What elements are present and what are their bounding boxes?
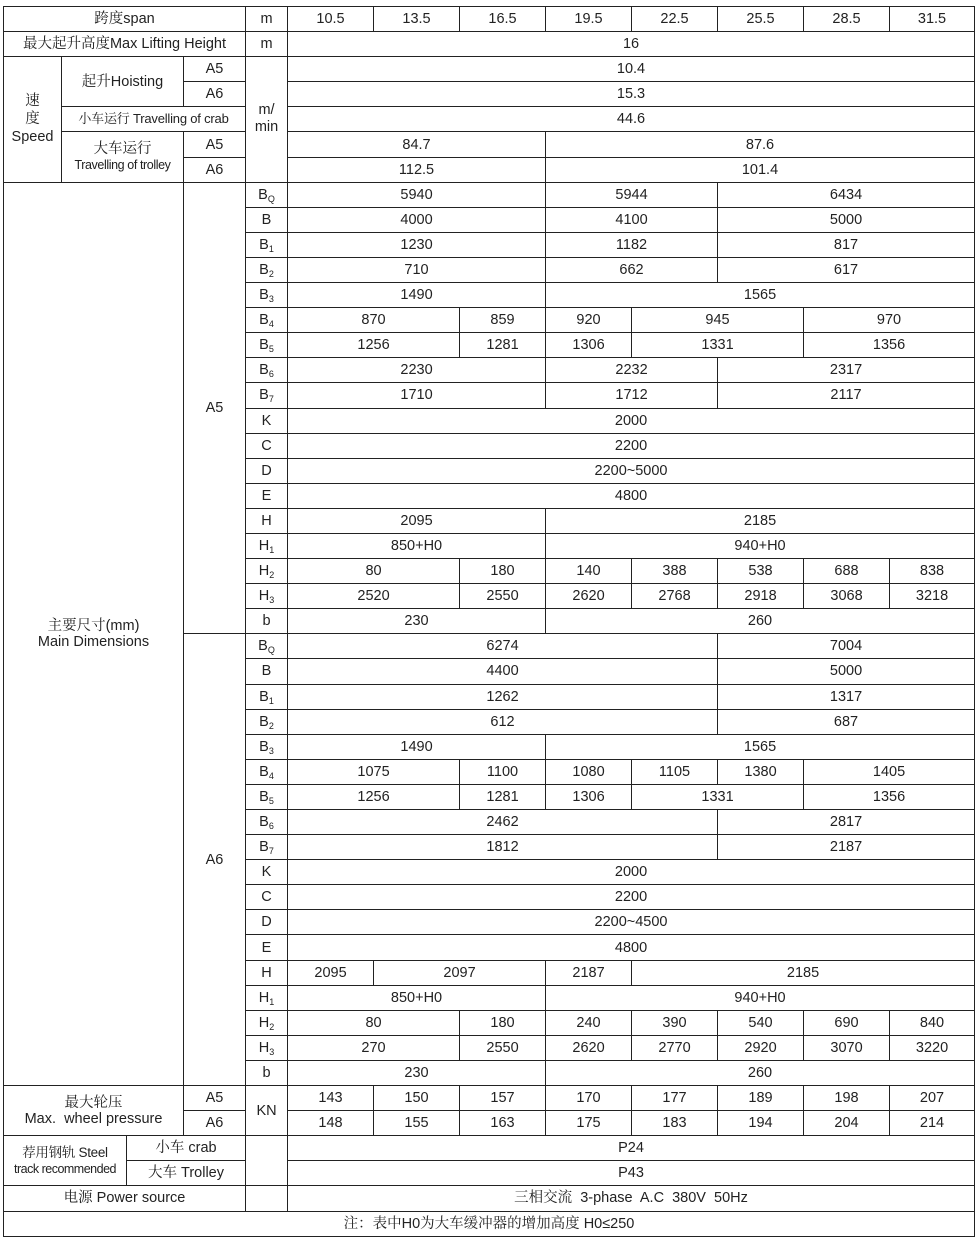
dim-value: 80: [288, 1010, 460, 1035]
dim-value: 4800: [288, 935, 975, 960]
dim-value: 2097: [374, 960, 546, 985]
dim-value: 662: [546, 257, 718, 282]
dim-symbol-base: B: [259, 788, 269, 805]
rail-crab-row: [4, 1136, 975, 1161]
wheel-pressure-label-en: Max. wheel pressure: [24, 1110, 163, 1127]
dim-value: 1230: [288, 232, 546, 257]
dim-symbol: [246, 985, 288, 1010]
dim-symbol-subscript: 3: [268, 745, 274, 756]
dim-value: 4800: [288, 483, 975, 508]
dim-symbol: [246, 257, 288, 282]
span-value: 10.5: [288, 7, 374, 32]
dim-value: 612: [288, 709, 718, 734]
dim-symbol: [246, 433, 288, 458]
dim-symbol-base: B: [258, 638, 268, 655]
dim-symbol-base: B: [258, 186, 268, 203]
dim-symbol: [246, 1060, 288, 1085]
rail-unit-blank: [246, 1136, 288, 1186]
speed-label: [4, 57, 62, 182]
dim-value: 3218: [890, 584, 975, 609]
span-value: 25.5: [718, 7, 804, 32]
speed-unit: m/ min: [246, 57, 288, 182]
trolley-travel-label-cn: 大车运行: [93, 141, 152, 158]
dim-value: 1281: [460, 333, 546, 358]
dim-symbol: [246, 232, 288, 257]
dim-value: 2317: [718, 358, 975, 383]
trolley-a6-value: 101.4: [546, 157, 975, 182]
dim-symbol: [246, 835, 288, 860]
dim-value: 1712: [546, 383, 718, 408]
dim-symbol-base: B: [259, 688, 269, 705]
dim-symbol-base: B: [259, 814, 269, 831]
dim-value: 5940: [288, 182, 546, 207]
crab-travel-label: 小车运行 Travelling of crab: [62, 107, 246, 132]
dim-value: 2770: [632, 1035, 718, 1060]
trolley-a6-value: 112.5: [288, 157, 546, 182]
dim-symbol: [246, 533, 288, 558]
dim-symbol: [246, 458, 288, 483]
dim-symbol: [246, 182, 288, 207]
dim-value: 850+H0: [288, 533, 546, 558]
dim-symbol-base: B: [259, 362, 269, 379]
dim-value: 180: [460, 559, 546, 584]
dim-value: 940+H0: [546, 985, 975, 1010]
dim-value: 1262: [288, 684, 718, 709]
dim-value: 817: [718, 232, 975, 257]
dim-value: 1356: [804, 784, 975, 809]
spec-table: [3, 6, 975, 1237]
dim-symbol-base: H: [258, 538, 270, 555]
dim-value: 617: [718, 257, 975, 282]
span-label: 跨度span: [4, 7, 246, 32]
dim-symbol-base: B: [259, 387, 269, 404]
rail-crab-label: 小车 crab: [127, 1136, 246, 1161]
work-class-label: A6: [184, 1111, 246, 1136]
dim-value: 1075: [288, 759, 460, 784]
dim-value: 5000: [718, 207, 975, 232]
dim-symbol-base: B: [259, 261, 269, 278]
rail-label-cn: 荐用钢轨 Steel: [22, 1144, 108, 1160]
dim-symbol-base: H: [258, 989, 270, 1006]
note-row: [4, 1211, 975, 1236]
dim-value: 2095: [288, 960, 374, 985]
span-value: 13.5: [374, 7, 460, 32]
work-class-label: A6: [184, 634, 246, 1086]
dim-value: 5000: [718, 659, 975, 684]
dim-symbol-subscript: 7: [268, 394, 274, 405]
dim-symbol: [246, 358, 288, 383]
dim-symbol-subscript: 2: [269, 570, 275, 581]
lift-height-value: 16: [288, 32, 975, 57]
power-unit-blank: [246, 1186, 288, 1211]
dim-symbol-base: H: [258, 1039, 270, 1056]
dim-symbol-base: H: [258, 588, 270, 605]
class-a6-label: A6: [184, 82, 246, 107]
dim-symbol-subscript: 1: [269, 996, 275, 1007]
dim-symbol: [246, 759, 288, 784]
dim-symbol-base: C: [261, 437, 272, 454]
dim-value: 2620: [546, 1035, 632, 1060]
rail-trolley-row: [4, 1161, 975, 1186]
dim-symbol-base: H: [261, 964, 272, 981]
dim-symbol-base: K: [261, 412, 272, 429]
wheel-pressure-row: [4, 1086, 975, 1111]
dim-symbol: [246, 408, 288, 433]
lift-height-label: 最大起升高度Max Lifting Height: [4, 32, 246, 57]
wheel-pressure-unit: KN: [246, 1086, 288, 1136]
dim-value: 2520: [288, 584, 460, 609]
power-source-label: 电源 Power source: [4, 1186, 246, 1211]
dim-symbol-base: H: [258, 563, 270, 580]
dim-value: 1490: [288, 734, 546, 759]
dim-value: 3068: [804, 584, 890, 609]
main-dimensions-label-en: Main Dimensions: [37, 633, 150, 650]
dim-value: 2462: [288, 810, 718, 835]
hoisting-label: 起升Hoisting: [62, 57, 184, 107]
dim-symbol-subscript: 6: [268, 369, 274, 380]
dim-value: 2000: [288, 408, 975, 433]
span-value: 28.5: [804, 7, 890, 32]
dim-value: 7004: [718, 634, 975, 659]
dim-symbol-subscript: Q: [267, 645, 275, 656]
dim-symbol-base: K: [261, 864, 272, 881]
dim-symbol: [246, 634, 288, 659]
dim-symbol-base: H: [258, 1014, 270, 1031]
dim-value: 2185: [546, 508, 975, 533]
dim-symbol: [246, 508, 288, 533]
dim-value: 1710: [288, 383, 546, 408]
dim-value: 1080: [546, 759, 632, 784]
dim-symbol: [246, 609, 288, 634]
dim-value: 1317: [718, 684, 975, 709]
wheel-pressure-value: 189: [718, 1086, 804, 1111]
dim-value: 3070: [804, 1035, 890, 1060]
dim-value: 180: [460, 1010, 546, 1035]
dim-symbol-base: H: [261, 512, 272, 529]
dim-symbol-subscript: 2: [268, 720, 274, 731]
class-a6-label: A6: [184, 157, 246, 182]
dim-value: 1281: [460, 784, 546, 809]
dim-symbol-subscript: 3: [269, 595, 275, 606]
dim-symbol-subscript: 1: [268, 695, 274, 706]
dim-symbol-subscript: 2: [268, 268, 274, 279]
dim-value: 6274: [288, 634, 718, 659]
dim-value: 4400: [288, 659, 718, 684]
span-unit: m: [246, 7, 288, 32]
span-row: [4, 7, 975, 32]
dim-value: 1380: [718, 759, 804, 784]
dim-value: 850+H0: [288, 985, 546, 1010]
dim-value: 1256: [288, 784, 460, 809]
dim-symbol: [246, 207, 288, 232]
dim-value: 388: [632, 559, 718, 584]
dim-value: 240: [546, 1010, 632, 1035]
dim-value: 2095: [288, 508, 546, 533]
wheel-pressure-value: 214: [890, 1111, 975, 1136]
dim-value: 4100: [546, 207, 718, 232]
dim-value: 1812: [288, 835, 718, 860]
wheel-pressure-value: 183: [632, 1111, 718, 1136]
dim-value: 2620: [546, 584, 632, 609]
dim-value: 710: [288, 257, 546, 282]
rail-trolley-value: P43: [288, 1161, 975, 1186]
dim-symbol: [246, 1035, 288, 1060]
dim-symbol: [246, 784, 288, 809]
dim-value: 260: [546, 1060, 975, 1085]
dim-value: 140: [546, 559, 632, 584]
dim-symbol-base: B: [259, 312, 269, 329]
dim-value: 1100: [460, 759, 546, 784]
dim-symbol-subscript: Q: [267, 193, 275, 204]
wheel-pressure-value: 198: [804, 1086, 890, 1111]
dim-value: 1356: [804, 333, 975, 358]
rail-trolley-label: 大车 Trolley: [127, 1161, 246, 1186]
span-value: 22.5: [632, 7, 718, 32]
speed-crab-row: [4, 107, 975, 132]
speed-trolley-a5-row: [4, 132, 975, 157]
dim-symbol-base: B: [259, 839, 269, 856]
dim-symbol: [246, 709, 288, 734]
dim-value: 2550: [460, 1035, 546, 1060]
dim-value: 970: [804, 308, 975, 333]
dim-symbol-base: b: [262, 613, 271, 630]
wheel-pressure-value: 194: [718, 1111, 804, 1136]
dim-value: 1565: [546, 283, 975, 308]
dim-symbol: [246, 860, 288, 885]
dim-value: 1331: [632, 333, 804, 358]
wheel-pressure-value: 143: [288, 1086, 374, 1111]
dim-symbol: [246, 684, 288, 709]
dim-value: 859: [460, 308, 546, 333]
dim-symbol-base: C: [261, 889, 272, 906]
dim-value: 940+H0: [546, 533, 975, 558]
dim-symbol-base: B: [259, 738, 269, 755]
dim-value: 2918: [718, 584, 804, 609]
wheel-pressure-label-cn: 最大轮压: [64, 1094, 123, 1111]
dim-value: 1306: [546, 333, 632, 358]
dim-symbol-subscript: 1: [269, 545, 275, 556]
dim-value: 2187: [546, 960, 632, 985]
dim-value: 270: [288, 1035, 460, 1060]
wheel-pressure-label: [4, 1086, 184, 1136]
dim-symbol-subscript: 1: [268, 243, 274, 254]
dim-value: 2768: [632, 584, 718, 609]
dim-symbol-base: B: [261, 663, 272, 680]
dim-value: 2200: [288, 433, 975, 458]
rail-label-en: track recommended: [14, 1161, 116, 1176]
dim-value: 1405: [804, 759, 975, 784]
dim-symbol: [246, 1010, 288, 1035]
dim-row: [4, 182, 975, 207]
dim-value: 690: [804, 1010, 890, 1035]
dim-value: 920: [546, 308, 632, 333]
dim-symbol: [246, 584, 288, 609]
dim-symbol-subscript: 6: [268, 821, 274, 832]
rail-label: [4, 1136, 127, 1186]
hoisting-a6-value: 15.3: [288, 82, 975, 107]
rail-crab-value: P24: [288, 1136, 975, 1161]
dim-symbol: [246, 659, 288, 684]
span-value: 31.5: [890, 7, 975, 32]
dim-symbol: [246, 885, 288, 910]
dim-symbol-subscript: 4: [268, 770, 274, 781]
dim-value: 840: [890, 1010, 975, 1035]
dim-symbol: [246, 308, 288, 333]
dim-value: 1565: [546, 734, 975, 759]
dim-symbol-subscript: 3: [268, 294, 274, 305]
dim-value: 2185: [632, 960, 975, 985]
trolley-a5-value: 87.6: [546, 132, 975, 157]
dim-value: 945: [632, 308, 804, 333]
work-class-label: A5: [184, 182, 246, 634]
lift-height-row: [4, 32, 975, 57]
dim-symbol-subscript: 3: [269, 1046, 275, 1057]
dim-symbol: [246, 935, 288, 960]
class-a5-label: A5: [184, 132, 246, 157]
dim-value: 5944: [546, 182, 718, 207]
wheel-pressure-value: 207: [890, 1086, 975, 1111]
wheel-pressure-value: 163: [460, 1111, 546, 1136]
dim-value: 80: [288, 559, 460, 584]
dim-value: 540: [718, 1010, 804, 1035]
dim-value: 230: [288, 609, 546, 634]
dim-value: 1331: [632, 784, 804, 809]
dim-symbol: [246, 483, 288, 508]
work-class-label: A5: [184, 1086, 246, 1111]
dim-symbol-base: B: [261, 211, 272, 228]
dim-symbol: [246, 810, 288, 835]
dim-value: 2232: [546, 358, 718, 383]
dim-value: 1105: [632, 759, 718, 784]
dim-value: 2117: [718, 383, 975, 408]
span-value: 16.5: [460, 7, 546, 32]
dim-symbol: [246, 559, 288, 584]
dim-symbol-subscript: 5: [268, 795, 274, 806]
power-source-row: [4, 1186, 975, 1211]
hoisting-a5-value: 10.4: [288, 57, 975, 82]
dim-value: 688: [804, 559, 890, 584]
dim-symbol-base: B: [259, 713, 269, 730]
lift-height-unit: m: [246, 32, 288, 57]
speed-label-en: Speed: [11, 129, 54, 146]
trolley-a5-value: 84.7: [288, 132, 546, 157]
wheel-pressure-value: 177: [632, 1086, 718, 1111]
speed-hoisting-a5-row: [4, 57, 975, 82]
dim-symbol: [246, 734, 288, 759]
dim-value: 260: [546, 609, 975, 634]
wheel-pressure-value: 170: [546, 1086, 632, 1111]
dim-value: 3220: [890, 1035, 975, 1060]
dim-value: 2187: [718, 835, 975, 860]
dim-value: 838: [890, 559, 975, 584]
dim-symbol-subscript: 5: [268, 344, 274, 355]
dim-symbol-base: D: [261, 462, 272, 479]
dim-symbol-base: E: [261, 487, 272, 504]
span-value: 19.5: [546, 7, 632, 32]
dim-value: 2230: [288, 358, 546, 383]
dim-value: 2000: [288, 860, 975, 885]
dim-symbol-base: D: [261, 914, 272, 931]
dim-symbol-base: B: [259, 763, 269, 780]
dim-value: 6434: [718, 182, 975, 207]
dim-symbol-subscript: 7: [268, 846, 274, 857]
dim-value: 230: [288, 1060, 546, 1085]
wheel-pressure-value: 148: [288, 1111, 374, 1136]
trolley-travel-label-en: Travelling of trolley: [74, 158, 171, 173]
wheel-pressure-value: 150: [374, 1086, 460, 1111]
wheel-pressure-value: 175: [546, 1111, 632, 1136]
dim-symbol-base: E: [261, 939, 272, 956]
dim-value: 870: [288, 308, 460, 333]
crab-travel-value: 44.6: [288, 107, 975, 132]
footnote: 注：表中H0为大车缓冲器的增加高度 H0≤250: [4, 1211, 975, 1236]
main-dimensions-label-cn: 主要尺寸(mm): [47, 617, 140, 634]
wheel-pressure-value: 204: [804, 1111, 890, 1136]
dim-symbol: [246, 333, 288, 358]
trolley-travel-label: [62, 132, 184, 182]
dim-symbol-subscript: 2: [269, 1021, 275, 1032]
dim-symbol: [246, 383, 288, 408]
dim-value: 1306: [546, 784, 632, 809]
dim-symbol-base: B: [259, 287, 269, 304]
wheel-pressure-value: 157: [460, 1086, 546, 1111]
dim-value: 538: [718, 559, 804, 584]
dim-value: 1182: [546, 232, 718, 257]
dim-value: 2200~4500: [288, 910, 975, 935]
speed-label-cn: 速度: [25, 93, 40, 128]
dim-value: 2200~5000: [288, 458, 975, 483]
dim-symbol: [246, 960, 288, 985]
dim-value: 4000: [288, 207, 546, 232]
dim-symbol: [246, 283, 288, 308]
class-a5-label: A5: [184, 57, 246, 82]
dim-value: 687: [718, 709, 975, 734]
dim-symbol-base: B: [259, 236, 269, 253]
dim-value: 1490: [288, 283, 546, 308]
dim-symbol-base: b: [262, 1064, 271, 1081]
dim-value: 1256: [288, 333, 460, 358]
wheel-pressure-value: 155: [374, 1111, 460, 1136]
dim-value: 2920: [718, 1035, 804, 1060]
dim-value: 2550: [460, 584, 546, 609]
dim-symbol: [246, 910, 288, 935]
main-dimensions-label: [4, 182, 184, 1085]
dim-value: 2200: [288, 885, 975, 910]
dim-value: 2817: [718, 810, 975, 835]
dim-symbol-base: B: [259, 337, 269, 354]
power-source-value: 三相交流 3-phase A.C 380V 50Hz: [288, 1186, 975, 1211]
dim-symbol-subscript: 4: [268, 319, 274, 330]
dim-value: 390: [632, 1010, 718, 1035]
